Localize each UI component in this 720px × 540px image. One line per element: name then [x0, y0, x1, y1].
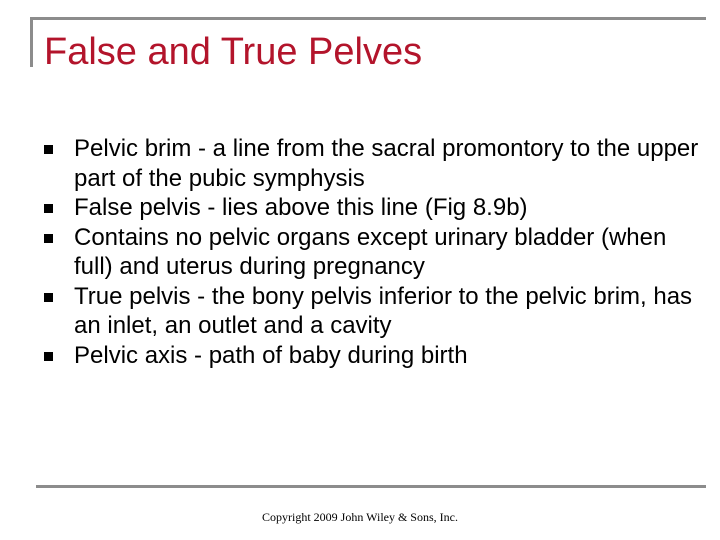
bullet-text: Contains no pelvic organs except urinary bladder (when full) and uterus during pregnancy	[74, 223, 667, 280]
bullet-item-false-pelvis	[44, 193, 704, 223]
bullet-text: Pelvic brim - a line from the sacral promontory to the upper part of the pubic symphysis	[74, 135, 699, 192]
square-bullet-icon	[44, 234, 53, 243]
square-bullet-icon	[44, 352, 53, 361]
square-bullet-icon	[44, 204, 53, 213]
bullet-item-pelvic-axis	[44, 341, 704, 371]
bullet-item-true-pelvis	[44, 282, 704, 341]
square-bullet-icon	[44, 145, 53, 154]
slide-title: False and True Pelves	[44, 31, 423, 73]
bullet-text: Pelvic axis - path of baby during birth	[74, 341, 468, 369]
bullet-text: False pelvis - lies above this line (Fig 8.9b)	[74, 194, 528, 221]
bullet-list	[44, 134, 704, 370]
bullet-item-contains-no-organs	[44, 223, 704, 282]
bullet-item-pelvic-brim	[44, 134, 704, 193]
bullet-text: True pelvis - the bony pelvis inferior to the pelvic brim, has an inlet, an outlet and a cavity	[74, 282, 693, 339]
frame-bottom-rule	[36, 485, 706, 488]
square-bullet-icon	[44, 293, 53, 302]
frame-left-rule	[30, 17, 33, 67]
frame-top-rule	[30, 17, 706, 20]
copyright-footer: Copyright 2009 John Wiley & Sons, Inc.	[262, 510, 458, 524]
